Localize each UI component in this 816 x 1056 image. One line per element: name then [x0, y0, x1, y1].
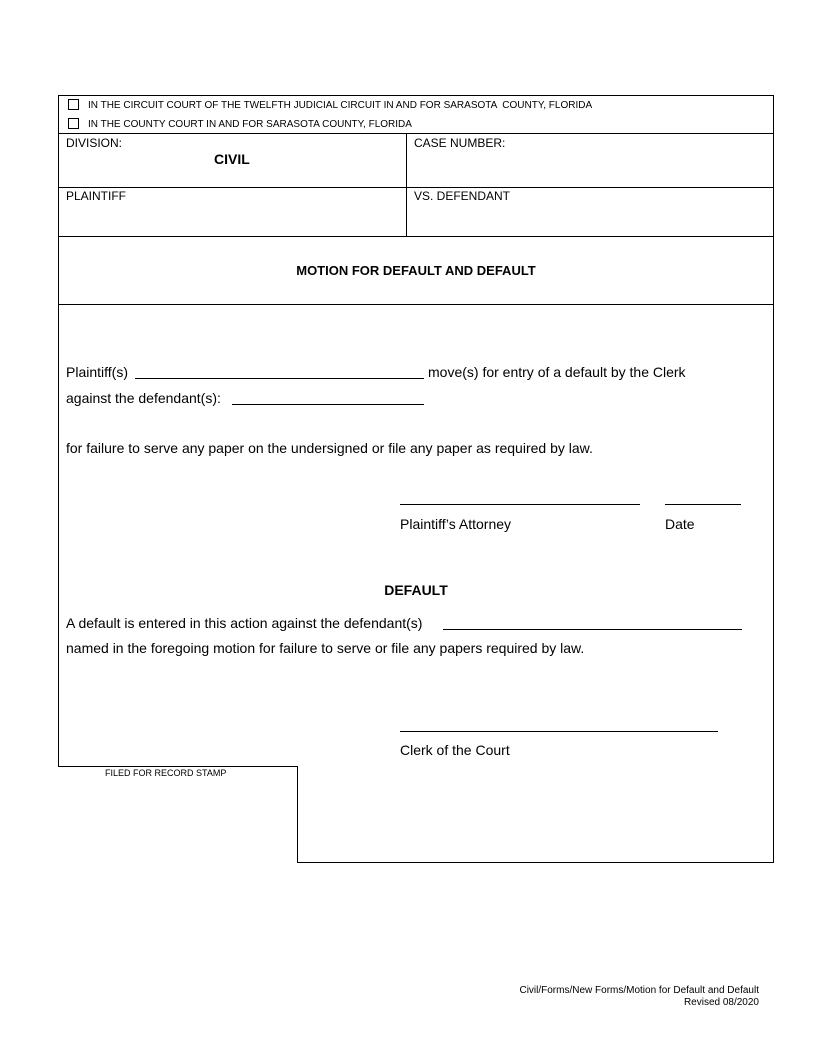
rule-below-courts	[58, 133, 774, 134]
default-named-text: named in the foregoing motion for failure to serve or file any papers required by law.	[66, 640, 585, 656]
division-label: DIVISION:	[66, 136, 123, 150]
plaintiff-name-blank[interactable]	[135, 378, 424, 379]
attorney-signature-line[interactable]	[400, 504, 640, 505]
case-number-label: CASE NUMBER:	[414, 136, 506, 150]
defendant-name-blank[interactable]	[232, 404, 424, 405]
rule-below-parties	[58, 236, 774, 237]
header-column-divider	[406, 133, 407, 237]
rule-below-division	[58, 187, 774, 188]
default-heading: DEFAULT	[384, 582, 448, 598]
plaintiff-suffix-text: move(s) for entry of a default by the Clerk	[428, 364, 686, 380]
frame-right	[773, 95, 774, 863]
date-signature-line[interactable]	[665, 504, 741, 505]
stamp-box-right	[297, 766, 298, 863]
defendant-label: VS. DEFENDANT	[414, 189, 511, 203]
stamp-box-top	[58, 766, 298, 767]
attorney-label: Plaintiff’s Attorney	[400, 516, 512, 532]
clerk-signature-line[interactable]	[400, 731, 718, 732]
circuit-court-label: IN THE CIRCUIT COURT OF THE TWELFTH JUDICIAL CIRCUIT IN AND FOR SARASOTA COUNTY, FLORIDA	[88, 100, 593, 111]
default-defendant-blank[interactable]	[443, 629, 742, 630]
plaintiff-field[interactable]	[66, 205, 396, 231]
defendant-field[interactable]	[414, 205, 764, 231]
county-court-checkbox[interactable]	[68, 118, 79, 129]
frame-bottom	[297, 862, 774, 863]
footer-form-path: Civil/Forms/New Forms/Motion for Default and Default	[519, 985, 759, 996]
plaintiff-label: PLAINTIFF	[66, 189, 127, 203]
rule-below-title	[58, 304, 774, 305]
division-value[interactable]: CIVIL	[214, 151, 250, 167]
defendant-prefix-text: against the defendant(s):	[66, 390, 221, 406]
date-label: Date	[665, 516, 695, 532]
default-entered-text: A default is entered in this action against the defendant(s)	[66, 615, 423, 631]
frame-top	[58, 95, 774, 96]
form-title: MOTION FOR DEFAULT AND DEFAULT	[296, 263, 536, 278]
failure-reason-text: for failure to serve any paper on the undersigned or file any paper as required by law.	[66, 440, 593, 456]
clerk-label: Clerk of the Court	[400, 742, 510, 758]
filed-for-record-stamp-label: FILED FOR RECORD STAMP	[105, 768, 227, 778]
circuit-court-checkbox[interactable]	[68, 99, 79, 110]
case-number-field[interactable]	[414, 155, 764, 181]
plaintiff-prefix-text: Plaintiff(s)	[66, 364, 128, 380]
footer-revised: Revised 08/2020	[683, 997, 759, 1008]
frame-left	[58, 95, 59, 766]
county-court-label: IN THE COUNTY COURT IN AND FOR SARASOTA COUNTY, FLORIDA	[88, 119, 412, 130]
